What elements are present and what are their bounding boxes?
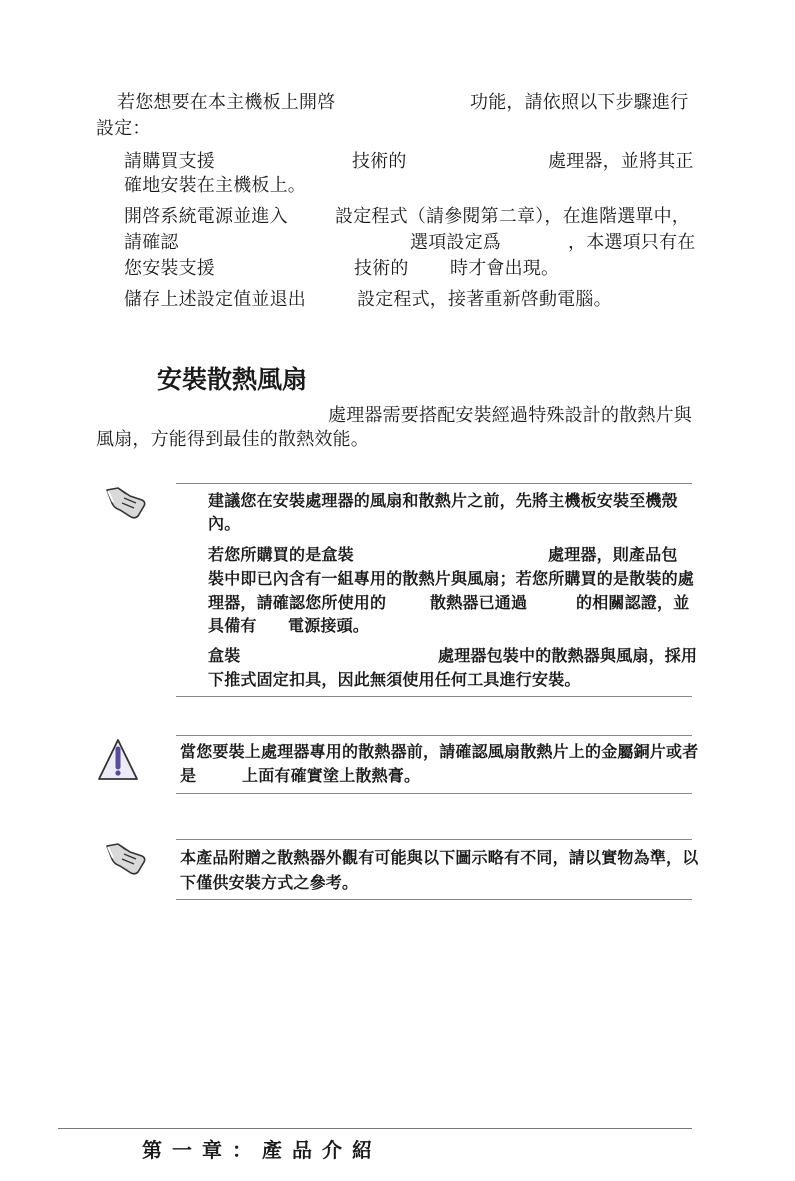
caution-top-rule (176, 735, 692, 736)
step2-line1b: 設定程式（請參閱第二章），在進階選單中， (335, 206, 690, 227)
note-hand-icon (104, 842, 148, 876)
note1-b1-l1: 建議您在安裝處理器的風扇和散熱片之前，先將主機板安裝至機殼 (208, 491, 678, 510)
note2-bottom-rule (176, 899, 692, 900)
section-para-2: 風扇，方能得到最佳的散熱效能。 (96, 429, 369, 450)
note-hand-icon (104, 486, 148, 520)
note2-l1: 本產品附贈之散熱器外觀有可能與以下圖示略有不同，請以實物為準，以 (180, 848, 699, 867)
step2-line2b: 選項設定爲 (410, 232, 501, 253)
step1-line1c: 處理器，並將其正 (548, 151, 694, 172)
footer-rule (58, 1128, 692, 1129)
note1-b2-l3b: 散熱器已通過 (430, 593, 528, 612)
note1-b2-l3a: 理器，請確認您所使用的 (208, 593, 387, 612)
note1-b3-l1a: 盒裝 (208, 646, 241, 665)
step2-line3a: 您安裝支援 (124, 258, 215, 279)
note1-b2-l2: 裝中即已內含有一組專用的散熱片與風扇；若您所購買的是散裝的處 (208, 569, 695, 588)
caution-l2a: 是 (180, 766, 197, 785)
step3-line1b: 設定程式，接著重新啓動電腦。 (357, 289, 612, 310)
note1-b2-l1a: 若您所購買的是盒裝 (208, 545, 354, 564)
step2-line2c: ，本選項只有在 (568, 232, 696, 253)
step2-line3b: 技術的 (354, 258, 409, 279)
intro-line-2: 設定： (96, 118, 151, 139)
step1-line2: 確地安裝在主機板上。 (124, 175, 306, 196)
note1-bottom-rule (176, 696, 692, 697)
section-para-1: 處理器需要搭配安裝經過特殊設計的散熱片與 (328, 405, 692, 426)
step1-line1a: 請購買支援 (124, 151, 215, 172)
step2-line1a: 開啓系統電源並進入 (124, 206, 288, 227)
section-title: 安裝散熱風扇 (157, 365, 308, 394)
caution-l2b: 上面有確實塗上散熱膏。 (242, 766, 421, 785)
step1-line1b: 技術的 (352, 151, 407, 172)
note1-top-rule (176, 483, 692, 484)
step2-line2a: 請確認 (124, 232, 179, 253)
step2-line3c: 時才會出現。 (450, 258, 560, 279)
note1-b3-l2: 下推式固定扣具，因此無須使用任何工具進行安裝。 (208, 670, 581, 689)
intro-line-1b: 功能，請依照以下步驟進行 (470, 92, 689, 113)
caution-l1: 當您要裝上處理器專用的散熱器前，請確認風扇散熱片上的金屬銅片或者 (180, 742, 699, 761)
caution-bottom-rule (176, 793, 692, 794)
note1-b2-l4b: 電源接頭。 (288, 616, 370, 635)
note1-b2-l1b: 處理器，則產品包 (548, 545, 678, 564)
note1-b2-l3c: 的相關認證，並 (576, 593, 690, 612)
step3-line1a: 儲存上述設定值並退出 (124, 289, 306, 310)
note1-b2-l4a: 具備有 (208, 616, 257, 635)
caution-triangle-icon (96, 737, 140, 783)
note1-b1-l2: 內。 (208, 514, 241, 533)
footer-chapter: 第一章：產品介紹 (142, 1138, 382, 1162)
intro-line-1a: 若您想要在本主機板上開啓 (117, 92, 336, 113)
note2-l2: 下僅供安裝方式之參考。 (180, 873, 359, 892)
note1-b3-l1b: 處理器包裝中的散熱器與風扇，採用 (438, 646, 698, 665)
note2-top-rule (176, 839, 692, 840)
